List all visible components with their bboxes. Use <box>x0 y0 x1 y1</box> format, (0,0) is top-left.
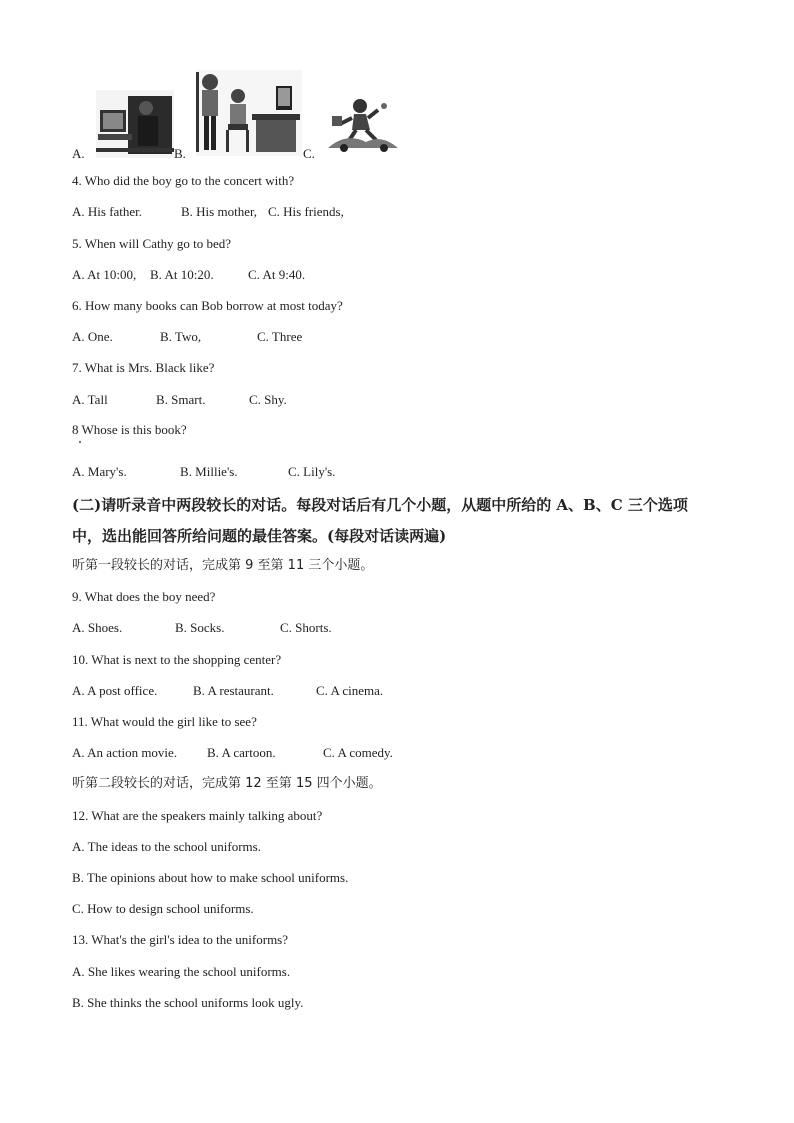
q6-option-c: C. Three <box>257 329 303 344</box>
q4-option-b: B. His mother, <box>181 204 258 219</box>
q5-option-a: A. At 10:00, <box>72 267 137 282</box>
section-2-instruction-line-1: (二)请听录音中两段较长的对话。每段对话后有几个小题，从题中所给的 A、B、C 三个选项 <box>72 496 688 514</box>
q7-option-a: A. Tall <box>72 392 108 407</box>
q4-option-a: A. His father. <box>72 204 143 219</box>
q7-option-b: B. Smart. <box>156 392 206 407</box>
q13-option-b: B. She thinks the school uniforms look ugly. <box>72 995 304 1010</box>
q5-option-c: C. At 9:40. <box>248 267 306 282</box>
option-b-letter: B. <box>174 146 186 161</box>
question-10: 10. What is next to the shopping center? <box>72 652 282 667</box>
dialogue-1-intro: 听第一段较长的对话，完成第 9 至第 11 三个小题。 <box>72 558 374 573</box>
question-7: 7. What is Mrs. Black like? <box>72 360 215 375</box>
q7-option-c: C. Shy. <box>249 392 287 407</box>
question-13: 13. What's the girl's idea to the uniforms? <box>72 932 289 947</box>
question-4: 4. Who did the boy go to the concert with? <box>72 173 295 188</box>
q8-option-b: B. Millie's. <box>180 464 238 479</box>
option-c-letter: C. <box>303 146 315 161</box>
q11-option-c: C. A comedy. <box>323 745 393 760</box>
boy-running-image <box>326 96 400 154</box>
question-11: 11. What would the girl like to see? <box>72 714 257 729</box>
q5-option-b: B. At 10:20. <box>150 267 214 282</box>
option-a-letter: A. <box>72 146 85 161</box>
q6-option-a: A. One. <box>72 329 113 344</box>
q4-option-c: C. His friends, <box>268 204 344 219</box>
q9-option-c: C. Shorts. <box>280 620 332 635</box>
q9-option-a: A. Shoes. <box>72 620 123 635</box>
q8-option-a: A. Mary's. <box>72 464 127 479</box>
stray-mark <box>79 441 81 443</box>
q9-option-b: B. Socks. <box>175 620 225 635</box>
section-2-instruction-line-2: 中，选出能回答所给问题的最佳答案。(每段对话读两遍) <box>72 527 447 545</box>
q11-option-a: A. An action movie. <box>72 745 178 760</box>
q10-option-b: B. A restaurant. <box>193 683 274 698</box>
question-12: 12. What are the speakers mainly talking about? <box>72 808 323 823</box>
people-at-desk-image <box>196 70 302 156</box>
q12-option-a: A. The ideas to the school uniforms. <box>72 839 261 854</box>
man-at-computer-image <box>96 90 174 158</box>
q11-option-b: B. A cartoon. <box>207 745 276 760</box>
question-6: 6. How many books can Bob borrow at most today? <box>72 298 343 313</box>
q8-option-c: C. Lily's. <box>288 464 336 479</box>
q12-option-c: C. How to design school uniforms. <box>72 901 254 916</box>
question-8: 8 Whose is this book? <box>72 422 187 437</box>
q13-option-a: A. She likes wearing the school uniforms. <box>72 964 291 979</box>
dialogue-2-intro: 听第二段较长的对话，完成第 12 至第 15 四个小题。 <box>72 776 382 791</box>
question-5: 5. When will Cathy go to bed? <box>72 236 231 251</box>
q12-option-b: B. The opinions about how to make school uniforms. <box>72 870 349 885</box>
q6-option-b: B. Two, <box>160 329 202 344</box>
question-9: 9. What does the boy need? <box>72 589 216 604</box>
q10-option-c: C. A cinema. <box>316 683 384 698</box>
q10-option-a: A. A post office. <box>72 683 158 698</box>
